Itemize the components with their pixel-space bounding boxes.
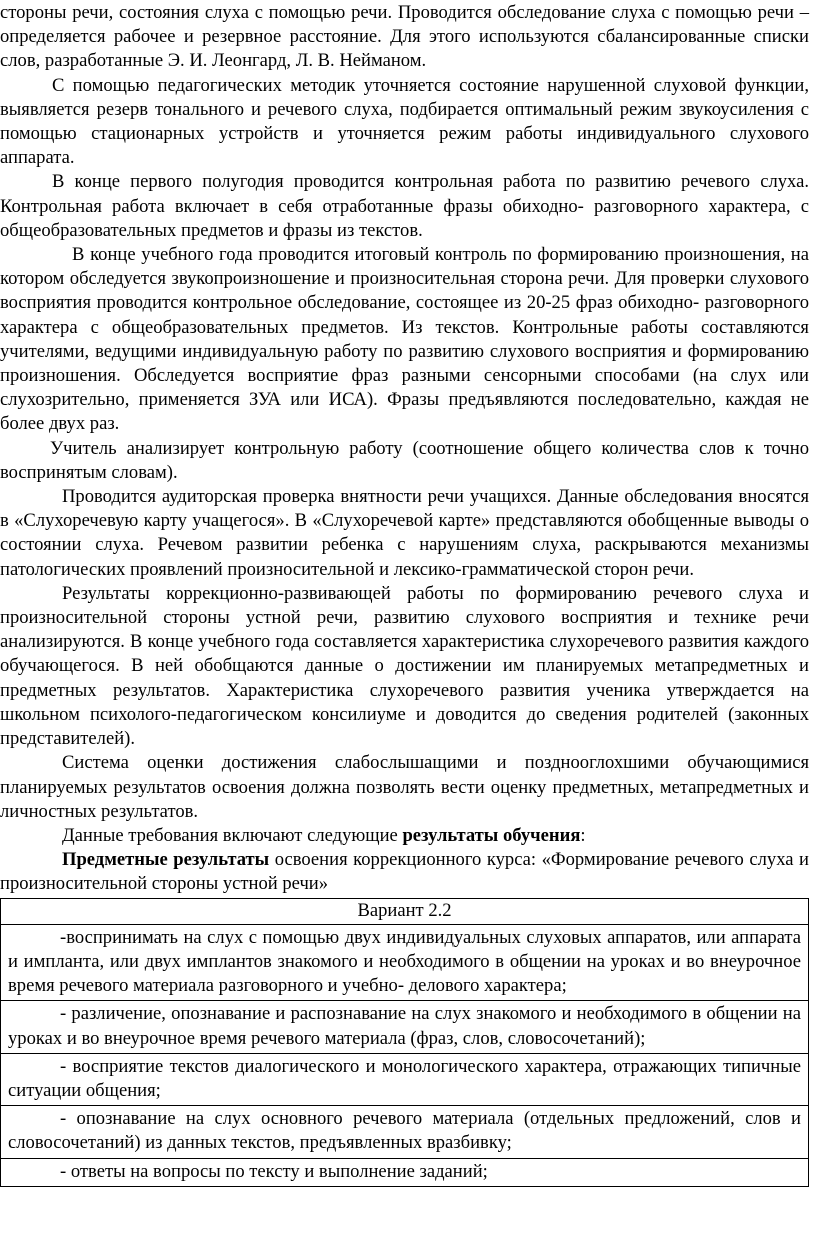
results-table [0,898,809,1187]
subject-results-text: освоения коррекционного курса: «Формирование речевого слуха и произносительной стороны устной речи» [0,849,809,895]
paragraph-hearing-exam: стороны речи, состояния слуха с помощью речи. Проводится обследование слуха с помощью речи – определяется рабочее и резервное расстояние. Для этого используются сбалансированные списки слов, разработанные Э. И. Леонгард, Л. В. Нейманом. [0,2,809,72]
table-header: Вариант 2.2 [0,899,809,925]
table-row [0,1106,809,1158]
table-row-text: - опознавание на слух основного речевого материала (отдельных предложений, слов и словосочетаний) из данных текстов, предъявленных вразбивку; [8,1108,801,1154]
paragraph-subject-results [0,848,809,896]
table-row [0,925,809,1002]
table-row [0,1159,809,1187]
table-row [0,1001,809,1053]
table-row-text: - ответы на вопросы по тексту и выполнение заданий; [60,1160,488,1182]
table-row-text: - различение, опознавание и распознавание на слух знакомого и необходимого в общении на уроках и во внеурочное время речевого материала (фраз, слов, словосочетаний); [8,1003,801,1049]
paragraph-audit-check: Проводится аудиторская проверка внятности речи учащихся. Данные обследования вносятся в «Слухоречевую карту учащегося». В «Слухоречевой карте» представляются обобщенные выводы о состоянии слуха. Речевом развитии ребенка с нарушениям слуха, раскрываются механизмы патологических проявлений произносительной и лексико-грамматической сторон речи. [0,486,809,580]
table-row [0,1054,809,1106]
paragraph-teacher-analysis: Учитель анализирует контрольную работу (соотношение общего количества слов к точно воспринятым словам). [0,437,809,483]
subject-results-bold: Предметные результаты [62,849,270,871]
paragraph-assessment-system: Система оценки достижения слабослышащими и позднооглохшими обучающимися планируемых результатов освоения должна позволять вести оценку предметных, метапредметных и личностных результатов. [0,752,809,822]
paragraph-results: Результаты коррекционно-развивающей работы по формированию речевого слуха и произносительной стороны устной речи, развитию слухового восприятия и технике речи анализируются. В конце учебного года составляется характеристика слухоречевого развития каждого обучающегося. В ней обобщаются данные о достижении им планируемых метапредметных и предметных результатов. Характеристика слухоречевого развития ученика утверждается на школьном психолого-педагогическом консилиуме и доводится до сведения родителей (законных представителей). [0,582,809,750]
paragraph-pedagogical-methods: С помощью педагогических методик уточняется состояние нарушенной слуховой функции, выявляется резерв тонального и речевого слуха, подбирается оптимальный режим звукоусиления с помощью стационарных устройств и уточняется режим работы индивидуального слухового аппарата. [0,74,809,169]
table-row-text: - восприятие текстов диалогического и монологического характера, отражающих типичные ситуации общения; [8,1055,801,1101]
paragraph-year-end-control: В конце учебного года проводится итоговый контроль по формированию произношения, на котором обследуется звукопроизношение и произносительная сторона речи. Для проверки слухового восприятия проводится контрольное обследование, состоящее из 20-25 фраз обиходно- разговорного характера с общеобразовательных предметов. Из текстов. Контрольные работы составляются учителями, ведущими индивидуальную работу по развитию слухового восприятия и формированию произношения. Обследуется восприятие фраз разными сенсорными способами (на слух или слухозрительно, применяется ЗУА или ИСА). Фразы предъявляются последовательно, каждая не более двух раз. [0,244,809,435]
requirements-bold: результаты обучения [402,824,581,846]
paragraph-first-half-control: В конце первого полугодия проводится контрольная работа по развитию речевого слуха. Контрольная работа включает в себя отработанные фразы обиходно- разговорного характера, с общеобразовательных предметов и фразы из текстов. [0,171,809,241]
table-row-text: -воспринимать на слух с помощью двух индивидуальных слуховых аппаратов, или аппарата и импланта, или двух имплантов знакомого и необходимого в общении на уроках и во внеурочное время речевого материала разговорного и учебно- делового характера; [8,926,801,997]
paragraph-requirements [0,824,809,848]
requirements-colon: : [580,824,586,846]
requirements-text: Данные требования включают следующие [62,824,403,846]
